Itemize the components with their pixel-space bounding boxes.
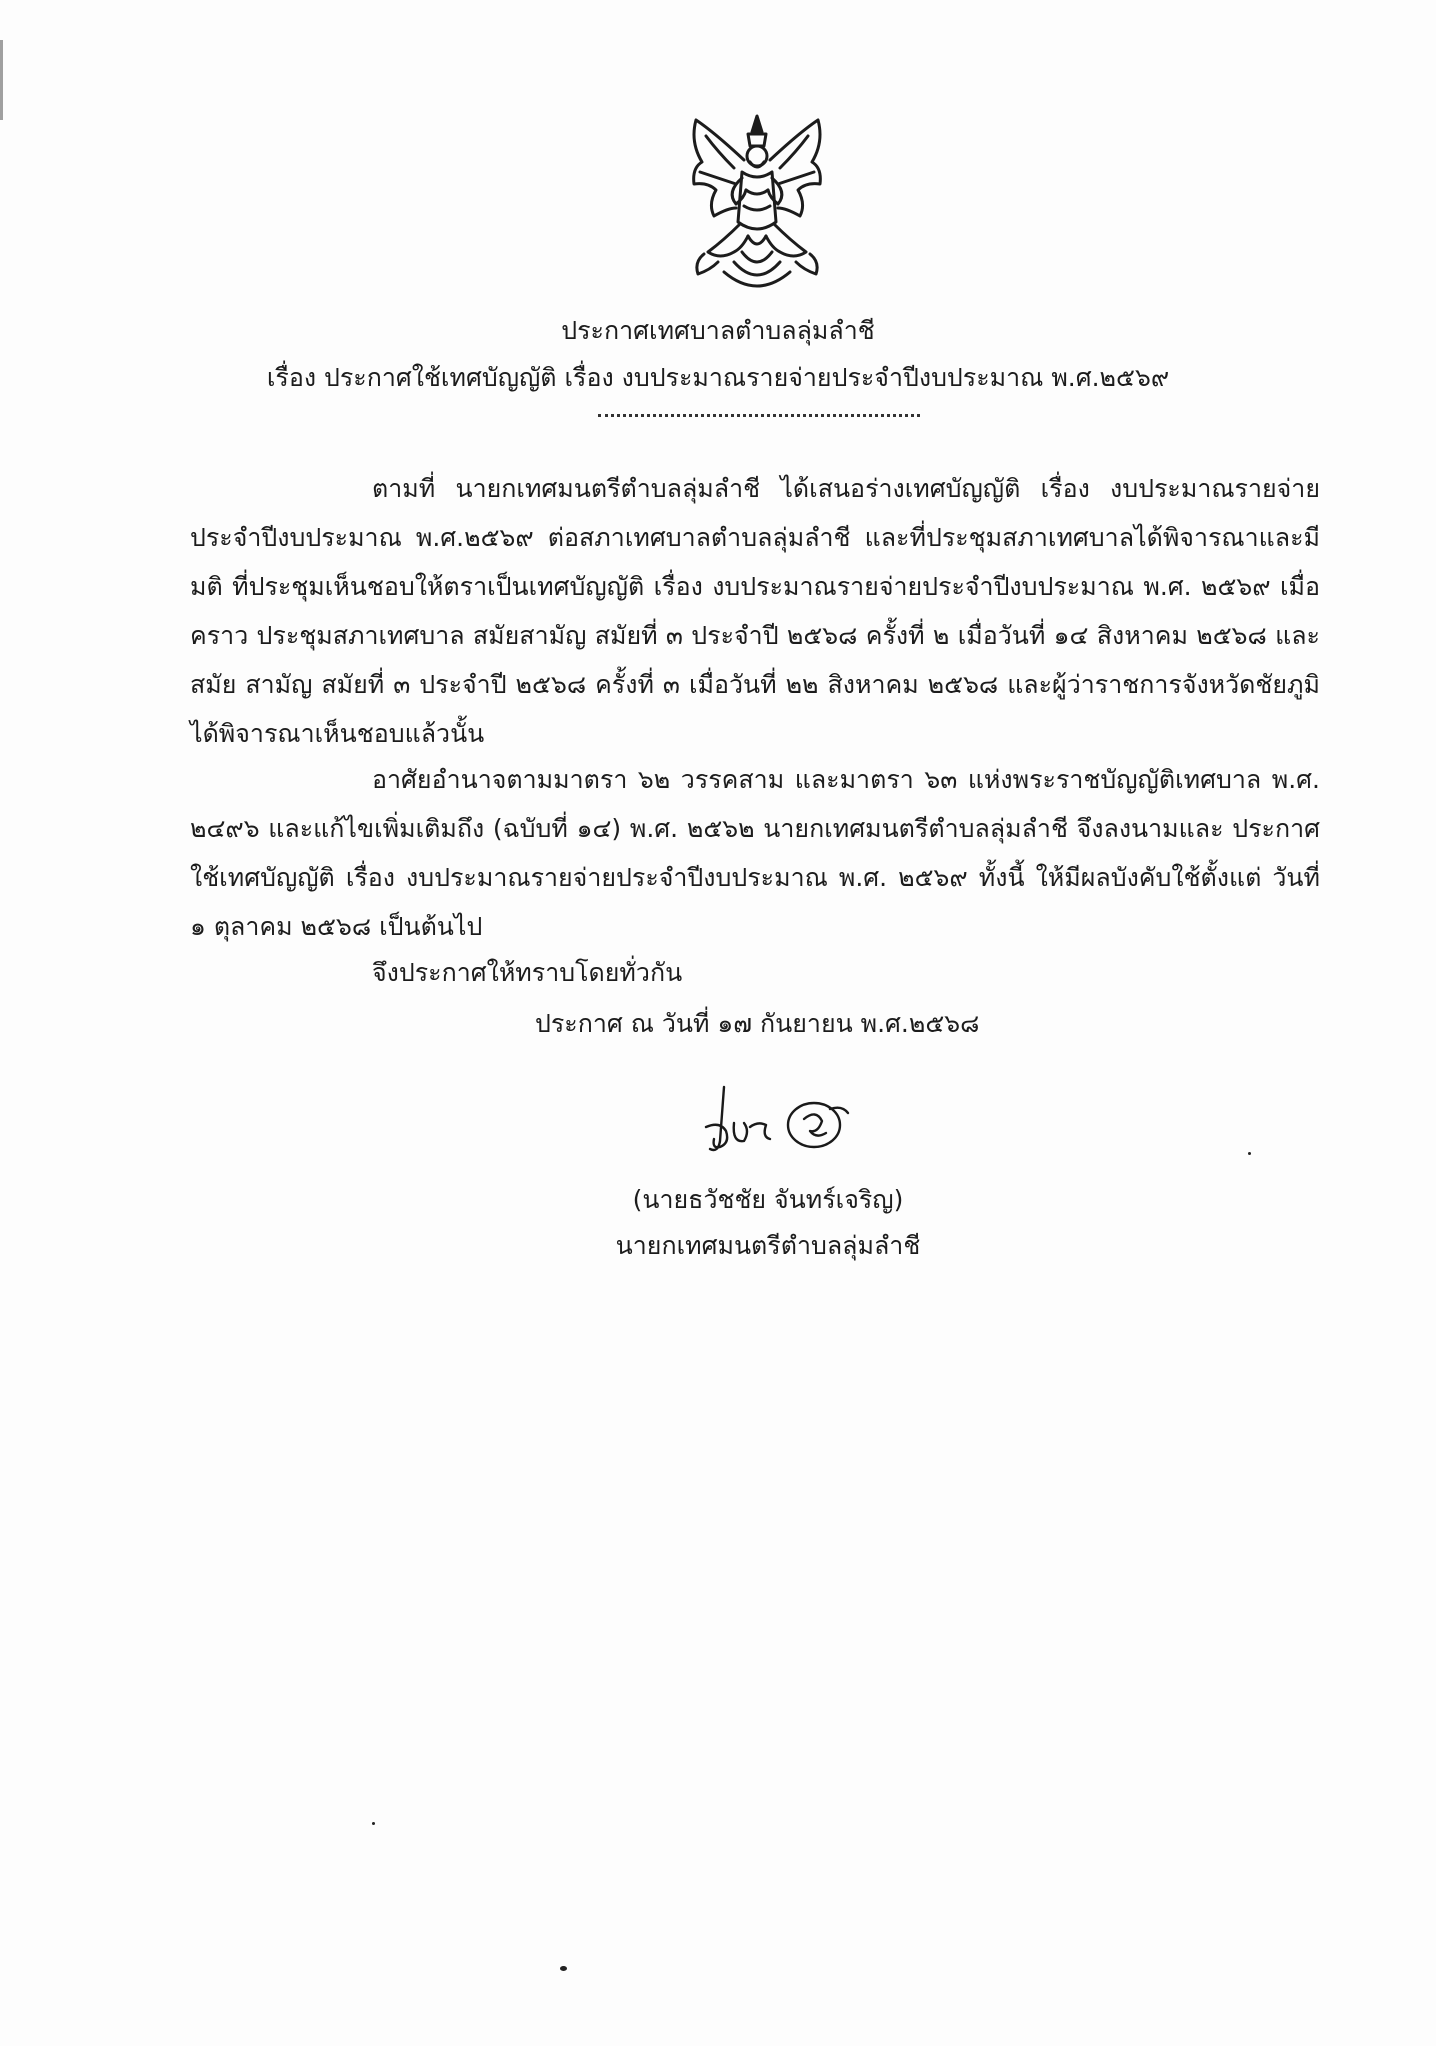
scan-speck	[560, 1966, 567, 1971]
dotted-separator	[598, 414, 920, 417]
body-paragraph-2: อาศัยอำนาจตามมาตรา ๖๒ วรรคสาม และมาตรา ๖๓ แห่งพระราชบัญญัติเทศบาล พ.ศ. ๒๔๙๖ และแก้ไขเพิ่มเติมถึง (ฉบับที่ ๑๔) พ.ศ. ๒๕๖๒ นายกเทศมนตรีตำบลลุ่มลำชี จึงลงนามและ ประกาศใช้เทศบัญญัติ เรื่อง งบประมาณรายจ่ายประจำปีงบประมาณ พ.ศ. ๒๕๖๙ ทั้งนี้ ให้มีผลบังคับใช้ตั้งแต่ วันที่ ๑ ตุลาคม ๒๕๖๘ เป็นต้นไป	[190, 765, 1320, 941]
handwritten-signature-icon	[692, 1083, 862, 1163]
signer-position: นายกเทศมนตรีตำบลลุ่มลำชี	[615, 1231, 921, 1260]
body-paragraph-1: ตามที่ นายกเทศมนตรีตำบลลุ่มลำชี ได้เสนอร่างเทศบัญญัติ เรื่อง งบประมาณรายจ่าย ประจำปีงบประมาณ พ.ศ.๒๕๖๙ ต่อสภาเทศบาลตำบลลุ่มลำชี และที่ประชุมสภาเทศบาลได้พิจารณาและมีมติ ที่ประชุมเห็นชอบให้ตราเป็นเทศบัญญัติ เรื่อง งบประมาณรายจ่ายประจำปีงบประมาณ พ.ศ. ๒๕๖๙ เมื่อคราว ประชุมสภาเทศบาล สมัยสามัญ สมัยที่ ๓ ประจำปี ๒๕๖๘ ครั้งที่ ๒ เมื่อวันที่ ๑๔ สิงหาคม ๒๕๖๘ และสมัย สามัญ สมัยที่ ๓ ประจำปี ๒๕๖๘ ครั้งที่ ๓ เมื่อวันที่ ๒๒ สิงหาคม ๒๕๖๘ และผู้ว่าราชการจังหวัดชัยภูมิ ได้พิจารณาเห็นชอบแล้วนั้น	[190, 474, 1320, 748]
announcement-subject: เรื่อง ประกาศใช้เทศบัญญัติ เรื่อง งบประมาณรายจ่ายประจำปีงบประมาณ พ.ศ.๒๕๖๙	[266, 363, 1170, 392]
signer-name: (นายธวัชชัย จันทร์เจริญ)	[632, 1185, 904, 1214]
scan-speck	[372, 1822, 375, 1825]
closing-statement: จึงประกาศให้ทราบโดยทั่วกัน	[372, 958, 683, 987]
scan-edge-mark	[0, 40, 3, 120]
announcement-date: ประกาศ ณ วันที่ ๑๗ กันยายน พ.ศ.๒๕๖๘	[535, 1009, 980, 1038]
garuda-emblem-icon	[684, 112, 830, 302]
announcement-title: ประกาศเทศบาลตำบลลุ่มลำชี	[561, 316, 875, 345]
scan-speck	[1248, 1152, 1251, 1155]
